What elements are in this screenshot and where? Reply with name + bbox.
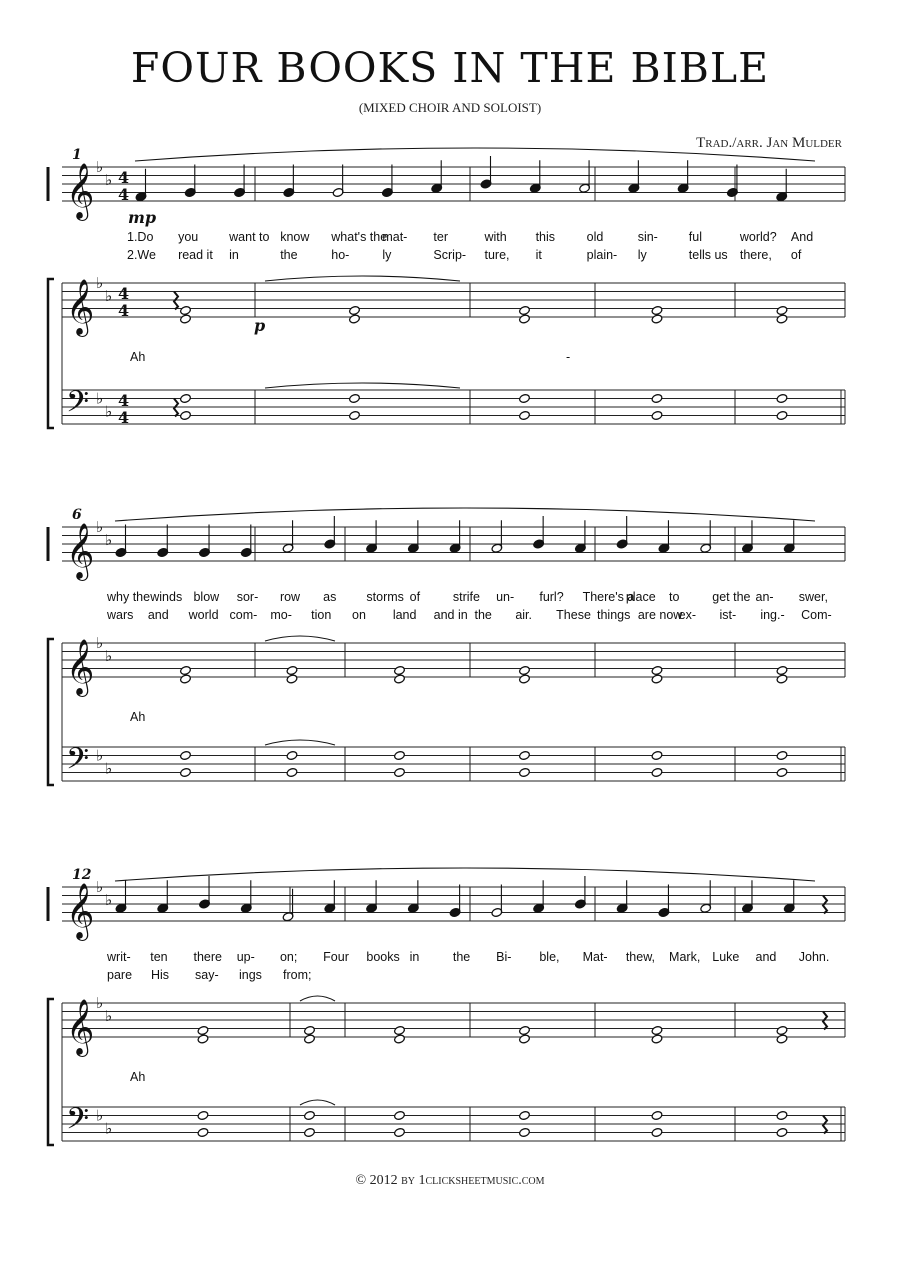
slur	[265, 740, 335, 745]
dynamic-marking: p	[254, 316, 266, 335]
page-subtitle: (MIXED CHOIR AND SOLOIST)	[358, 100, 542, 115]
lyric-syllable: the	[474, 608, 492, 622]
bass-clef-icon: 𝄢	[66, 1102, 90, 1144]
slur	[115, 868, 815, 881]
lyric-syllable: Com-	[801, 608, 832, 622]
note-head	[197, 1034, 209, 1044]
note-head	[349, 305, 361, 315]
lyric-syllable: writ-	[107, 950, 131, 964]
note-head	[304, 1025, 316, 1035]
lyric-syllable: an-	[755, 590, 774, 604]
note-head	[651, 410, 663, 420]
flat-icon: ♭	[96, 518, 104, 536]
note-head	[394, 750, 406, 760]
lyric-syllable: there	[193, 950, 222, 964]
time-signature: 4	[118, 301, 130, 320]
lyric-syllable: ho-	[331, 248, 350, 262]
slur	[265, 383, 460, 388]
note-head	[286, 674, 298, 684]
flat-icon: ♭	[105, 286, 113, 305]
note-head	[519, 410, 531, 420]
note-head	[197, 1127, 209, 1137]
note-head	[776, 314, 788, 324]
note-head	[394, 767, 406, 777]
slur	[300, 1100, 335, 1105]
flat-icon: ♭	[105, 890, 113, 909]
treble-clef-icon: 𝄞	[66, 279, 95, 335]
lyric-syllable: what's the	[331, 230, 388, 244]
lyric-syllable: on;	[279, 950, 298, 964]
treble-clef-icon: 𝄞	[66, 523, 95, 579]
choir-lyric: Ah	[130, 1070, 146, 1084]
lyric-syllable: Scrip-	[433, 248, 467, 262]
lyric-syllable: place	[625, 590, 656, 604]
lyric-syllable: as	[323, 590, 337, 604]
note-head	[776, 750, 788, 760]
note-head	[197, 1025, 209, 1035]
flat-icon: ♭	[96, 389, 104, 408]
lyric-syllable: of	[790, 248, 802, 262]
copyright-footer: © 2012 by 1clicksheetmusic.com	[355, 1173, 545, 1188]
flat-icon: ♭	[96, 158, 104, 176]
lyric-syllable: with	[484, 230, 507, 244]
dynamic-marking: mp	[128, 208, 157, 227]
measure-number: 12	[72, 867, 92, 883]
note-head	[519, 314, 531, 324]
flat-icon: ♭	[105, 170, 113, 189]
bass-clef-icon: 𝄢	[66, 385, 90, 427]
note-head	[651, 1025, 663, 1035]
flat-icon: ♭	[96, 878, 104, 896]
note-head	[519, 393, 531, 403]
lyric-syllable: things	[597, 608, 631, 622]
note-head	[286, 750, 298, 760]
note-head	[197, 1110, 209, 1120]
note-head	[519, 750, 531, 760]
choir-treble-staff	[62, 634, 845, 697]
slur	[265, 636, 335, 641]
lyric-syllable: world	[188, 608, 219, 622]
note-head	[776, 1127, 788, 1137]
composer-credit: Trad./arr. Jan Mulder	[696, 135, 842, 151]
time-signature: 4	[118, 408, 130, 427]
lyric-syllable: tion	[311, 608, 332, 622]
flat-icon: ♭	[105, 1006, 113, 1025]
lyric-syllable: why the	[107, 590, 151, 604]
note-head	[651, 1127, 663, 1137]
lyric-syllable: land	[392, 608, 417, 622]
note-head	[776, 410, 788, 420]
measure-number: 6	[72, 507, 82, 523]
note-head	[651, 665, 663, 675]
note-head	[304, 1127, 316, 1137]
note-head	[776, 1034, 788, 1044]
lyric-syllable: want to	[229, 230, 270, 244]
lyric-syllable: 2.We	[127, 248, 156, 262]
lyric-syllable: plain-	[586, 248, 618, 262]
lyric-syllable: ter	[433, 230, 449, 244]
lyric-syllable: Mark,	[669, 950, 701, 964]
lyric-syllable: the	[452, 950, 471, 964]
choir-bass-staff	[62, 1100, 845, 1144]
flat-icon: ♭	[96, 994, 104, 1012]
treble-clef-icon: 𝄞	[66, 883, 95, 939]
lyric-syllable: and	[147, 608, 169, 622]
note-head	[180, 393, 192, 403]
lyric-syllable: ly	[382, 248, 392, 262]
lyric-syllable: and in	[433, 608, 468, 622]
lyric-syllable: get the	[712, 590, 751, 604]
lyric-syllable: And	[790, 230, 814, 244]
flat-icon: ♭	[96, 746, 104, 765]
lyric-syllable: pare	[107, 968, 133, 982]
note-head	[519, 1034, 531, 1044]
flat-icon: ♭	[96, 274, 104, 292]
lyric-syllable: ex-	[678, 608, 697, 622]
flat-icon: ♭	[105, 646, 113, 665]
lyric-syllable: mo-	[270, 608, 292, 622]
time-signature: 4	[118, 391, 130, 410]
solo-staff	[62, 148, 845, 221]
flat-icon: ♭	[105, 759, 113, 778]
note-head	[286, 665, 298, 675]
lyric-syllable: John.	[798, 950, 830, 964]
note-head	[180, 305, 192, 315]
slur	[300, 996, 335, 1001]
lyric-syllable: ful	[688, 230, 702, 244]
lyric-syllable: on	[352, 608, 366, 622]
lyric-syllable: com-	[229, 608, 258, 622]
note-head	[394, 674, 406, 684]
lyric-syllable: winds	[150, 590, 183, 604]
lyric-syllable: it	[535, 248, 542, 262]
choir-treble-staff	[62, 274, 845, 337]
page-title: FOUR BOOKS IN THE BIBLE	[130, 44, 770, 92]
note-head	[776, 393, 788, 403]
bass-clef-icon: 𝄢	[66, 742, 90, 784]
note-head	[394, 1127, 406, 1137]
lyric-syllable: ings	[239, 968, 262, 982]
lyric-syllable: sor-	[236, 590, 259, 604]
lyric-syllable: say-	[195, 968, 219, 982]
choir-lyric: Ah	[130, 710, 146, 724]
note-head	[394, 665, 406, 675]
lyric-syllable: of	[409, 590, 421, 604]
note-head	[651, 750, 663, 760]
lyric-syllable: ture,	[484, 248, 510, 262]
lyric-syllable: Bi-	[496, 950, 512, 964]
note-head	[304, 1110, 316, 1120]
note-head	[776, 674, 788, 684]
flat-icon: ♭	[96, 634, 104, 652]
choir-treble-staff	[62, 994, 845, 1057]
lyric-syllable: the	[280, 248, 298, 262]
lyric-syllable: Four	[323, 950, 349, 964]
lyric-syllable: Luke	[712, 950, 740, 964]
note-head	[651, 1034, 663, 1044]
note-head	[349, 410, 361, 420]
note-head	[651, 767, 663, 777]
treble-clef-icon: 𝄞	[66, 639, 95, 695]
lyric-syllable: mat-	[382, 230, 408, 244]
note-head	[776, 1110, 788, 1120]
note-head	[776, 767, 788, 777]
lyric-syllable: up-	[236, 950, 255, 964]
choir-lyric: -	[566, 350, 571, 364]
note-head	[286, 767, 298, 777]
lyric-syllable: ten	[150, 950, 168, 964]
note-head	[180, 750, 192, 760]
slur	[115, 508, 815, 521]
lyric-syllable: there,	[739, 248, 772, 262]
note-head	[519, 1110, 531, 1120]
note-head	[180, 767, 192, 777]
lyric-syllable: His	[151, 968, 170, 982]
note-head	[180, 410, 192, 420]
flat-icon: ♭	[105, 402, 113, 421]
lyric-syllable: are now	[637, 608, 683, 622]
lyric-syllable: blow	[193, 590, 220, 604]
slur	[135, 148, 815, 161]
note-head	[651, 674, 663, 684]
treble-clef-icon: 𝄞	[66, 999, 95, 1055]
time-signature: 4	[118, 284, 130, 303]
lyric-syllable: in	[409, 950, 420, 964]
lyric-syllable: 1.Do	[127, 230, 154, 244]
flat-icon: ♭	[105, 530, 113, 549]
choir-bracket	[48, 639, 54, 785]
solo-staff	[62, 868, 845, 941]
lyric-syllable: ly	[637, 248, 647, 262]
lyric-syllable: air.	[515, 608, 533, 622]
note-head	[519, 305, 531, 315]
lyric-syllable: furl?	[539, 590, 564, 604]
flat-icon: ♭	[96, 1106, 104, 1125]
lyric-syllable: know	[280, 230, 310, 244]
note-head	[304, 1034, 316, 1044]
choir-bass-staff	[62, 383, 845, 427]
lyric-syllable: strife	[452, 590, 480, 604]
note-head	[394, 1025, 406, 1035]
time-signature: 4	[118, 168, 130, 187]
measure-number: 1	[72, 147, 82, 163]
slur	[265, 276, 460, 281]
choir-bracket	[48, 279, 54, 428]
lyric-syllable: storms	[366, 590, 404, 604]
note-head	[651, 314, 663, 324]
choir-bracket	[48, 999, 54, 1145]
treble-clef-icon: 𝄞	[66, 163, 95, 219]
note-head	[651, 1110, 663, 1120]
note-head	[180, 314, 192, 324]
lyric-syllable: un-	[496, 590, 515, 604]
lyric-syllable: from;	[283, 968, 312, 982]
note-head	[651, 393, 663, 403]
lyric-syllable: you	[178, 230, 199, 244]
lyric-syllable: swer,	[798, 590, 828, 604]
note-head	[394, 1034, 406, 1044]
lyric-syllable: tells us	[688, 248, 728, 262]
note-head	[776, 665, 788, 675]
lyric-syllable: ist-	[719, 608, 737, 622]
lyric-syllable: row	[279, 590, 301, 604]
lyric-syllable: books	[366, 950, 400, 964]
lyric-syllable: read it	[178, 248, 213, 262]
choir-bass-staff	[62, 740, 845, 784]
note-head	[519, 767, 531, 777]
note-head	[776, 305, 788, 315]
note-head	[180, 665, 192, 675]
lyric-syllable: and	[755, 950, 777, 964]
note-head	[519, 1025, 531, 1035]
lyric-syllable: ble,	[539, 950, 560, 964]
lyric-syllable: sin-	[637, 230, 658, 244]
lyric-syllable: Mat-	[582, 950, 608, 964]
note-head	[519, 1127, 531, 1137]
flat-icon: ♭	[105, 1119, 113, 1138]
lyric-syllable: ing.-	[760, 608, 785, 622]
note-head	[180, 674, 192, 684]
note-head	[651, 305, 663, 315]
solo-staff	[62, 508, 845, 581]
note-head	[394, 1110, 406, 1120]
note-head	[519, 665, 531, 675]
lyric-syllable: world?	[739, 230, 777, 244]
lyric-syllable: wars	[107, 608, 134, 622]
lyric-syllable: this	[535, 230, 556, 244]
lyric-syllable: old	[586, 230, 604, 244]
time-signature: 4	[118, 185, 130, 204]
lyric-syllable: to	[669, 590, 680, 604]
choir-lyric: Ah	[130, 350, 146, 364]
lyric-syllable: thew,	[625, 950, 656, 964]
score-systems	[48, 147, 845, 1145]
note-head	[519, 674, 531, 684]
lyric-syllable: These	[556, 608, 591, 622]
note-head	[349, 393, 361, 403]
lyric-syllable: in	[229, 248, 239, 262]
note-head	[349, 314, 361, 324]
lyric-syllable: There's a	[582, 590, 635, 604]
note-head	[776, 1025, 788, 1035]
